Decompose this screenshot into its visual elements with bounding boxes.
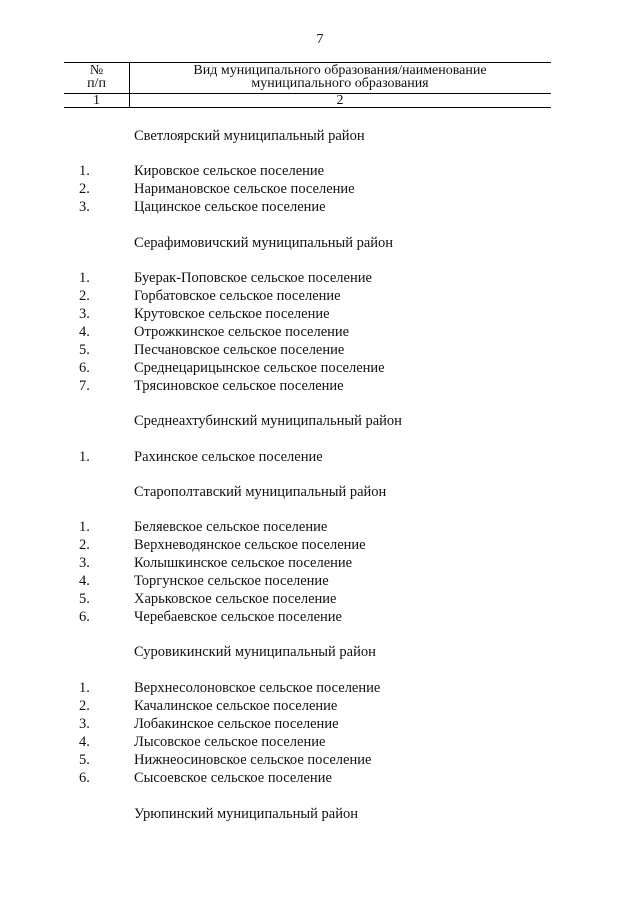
item-number: 4. (79, 324, 90, 340)
list-item (0, 342, 640, 360)
item-name: Цацинское сельское поселение (134, 199, 326, 215)
item-number: 4. (79, 734, 90, 750)
list-item (0, 573, 640, 591)
item-name: Лысовское сельское поселение (134, 734, 326, 750)
list-item (0, 698, 640, 716)
item-name: Буерак-Поповское сельское поселение (134, 270, 372, 286)
item-name: Крутовское сельское поселение (134, 306, 330, 322)
item-number: 6. (79, 770, 90, 786)
list-item (0, 449, 640, 467)
list-item (0, 770, 640, 788)
list-item (0, 591, 640, 609)
item-name: Качалинское сельское поселение (134, 698, 338, 714)
item-number: 1. (79, 163, 90, 179)
item-name: Верхневодянское сельское поселение (134, 537, 366, 553)
list-item (0, 324, 640, 342)
header-col1-label-line1: № (89, 63, 104, 78)
item-number: 1. (79, 270, 90, 286)
header-col2-label-line2: муниципального образования (251, 76, 429, 91)
item-name: Песчановское сельское поселение (134, 342, 345, 358)
list-item (0, 716, 640, 734)
district-heading: Серафимовичский муниципальный район (134, 235, 394, 251)
item-name: Черебаевское сельское поселение (134, 609, 342, 625)
list-item (0, 199, 640, 217)
list-item (0, 555, 640, 573)
district-heading: Суровикинский муниципальный район (134, 644, 376, 660)
item-number: 6. (79, 609, 90, 625)
item-number: 4. (79, 573, 90, 589)
list-item (0, 270, 640, 288)
item-name: Кировское сельское поселение (134, 163, 325, 179)
district-heading: Старополтавский муниципальный район (134, 484, 387, 500)
item-number: 3. (79, 716, 90, 732)
item-name: Среднецарицынское сельское поселение (134, 360, 385, 376)
item-number: 5. (79, 591, 90, 607)
item-number: 2. (79, 181, 90, 197)
item-name: Беляевское сельское поселение (134, 519, 328, 535)
header-col2-label-line1: Вид муниципального образования/наименование (193, 63, 487, 78)
header-col2-number: 2 (336, 93, 344, 108)
district-heading: Урюпинский муниципальный район (134, 806, 358, 822)
item-number: 5. (79, 342, 90, 358)
item-name: Сысоевское сельское поселение (134, 770, 332, 786)
list-item (0, 288, 640, 306)
item-number: 2. (79, 288, 90, 304)
list-item (0, 378, 640, 396)
list-item (0, 360, 640, 378)
item-name: Трясиновское сельское поселение (134, 378, 344, 394)
item-number: 5. (79, 752, 90, 768)
item-number: 1. (79, 680, 90, 696)
item-name: Лобакинское сельское поселение (134, 716, 339, 732)
list-item (0, 181, 640, 199)
item-number: 1. (79, 519, 90, 535)
item-name: Верхнесолоновское сельское поселение (134, 680, 381, 696)
district-heading: Среднеахтубинский муниципальный район (134, 413, 402, 429)
list-item (0, 752, 640, 770)
header-col1-label-line2: п/п (87, 76, 106, 91)
item-number: 2. (79, 698, 90, 714)
list-item (0, 680, 640, 698)
item-name: Торгунское сельское поселение (134, 573, 329, 589)
item-number: 1. (79, 449, 90, 465)
list-item (0, 734, 640, 752)
item-name: Рахинское сельское поселение (134, 449, 323, 465)
item-number: 3. (79, 555, 90, 571)
list-item (0, 519, 640, 537)
list-item (0, 609, 640, 627)
item-number: 6. (79, 360, 90, 376)
item-name: Харьковское сельское поселение (134, 591, 337, 607)
item-number: 2. (79, 537, 90, 553)
item-name: Горбатовское сельское поселение (134, 288, 341, 304)
district-heading: Светлоярский муниципальный район (134, 128, 365, 144)
list-item (0, 537, 640, 555)
header-col1-number: 1 (93, 93, 100, 108)
item-number: 3. (79, 199, 90, 215)
list-item (0, 306, 640, 324)
item-name: Колышкинское сельское поселение (134, 555, 353, 571)
item-number: 7. (79, 378, 90, 394)
item-name: Отрожкинское сельское поселение (134, 324, 350, 340)
page-number: 7 (316, 32, 324, 47)
item-name: Наримановское сельское поселение (134, 181, 355, 197)
list-item (0, 163, 640, 181)
item-number: 3. (79, 306, 90, 322)
item-name: Нижнеосиновское сельское поселение (134, 752, 372, 768)
